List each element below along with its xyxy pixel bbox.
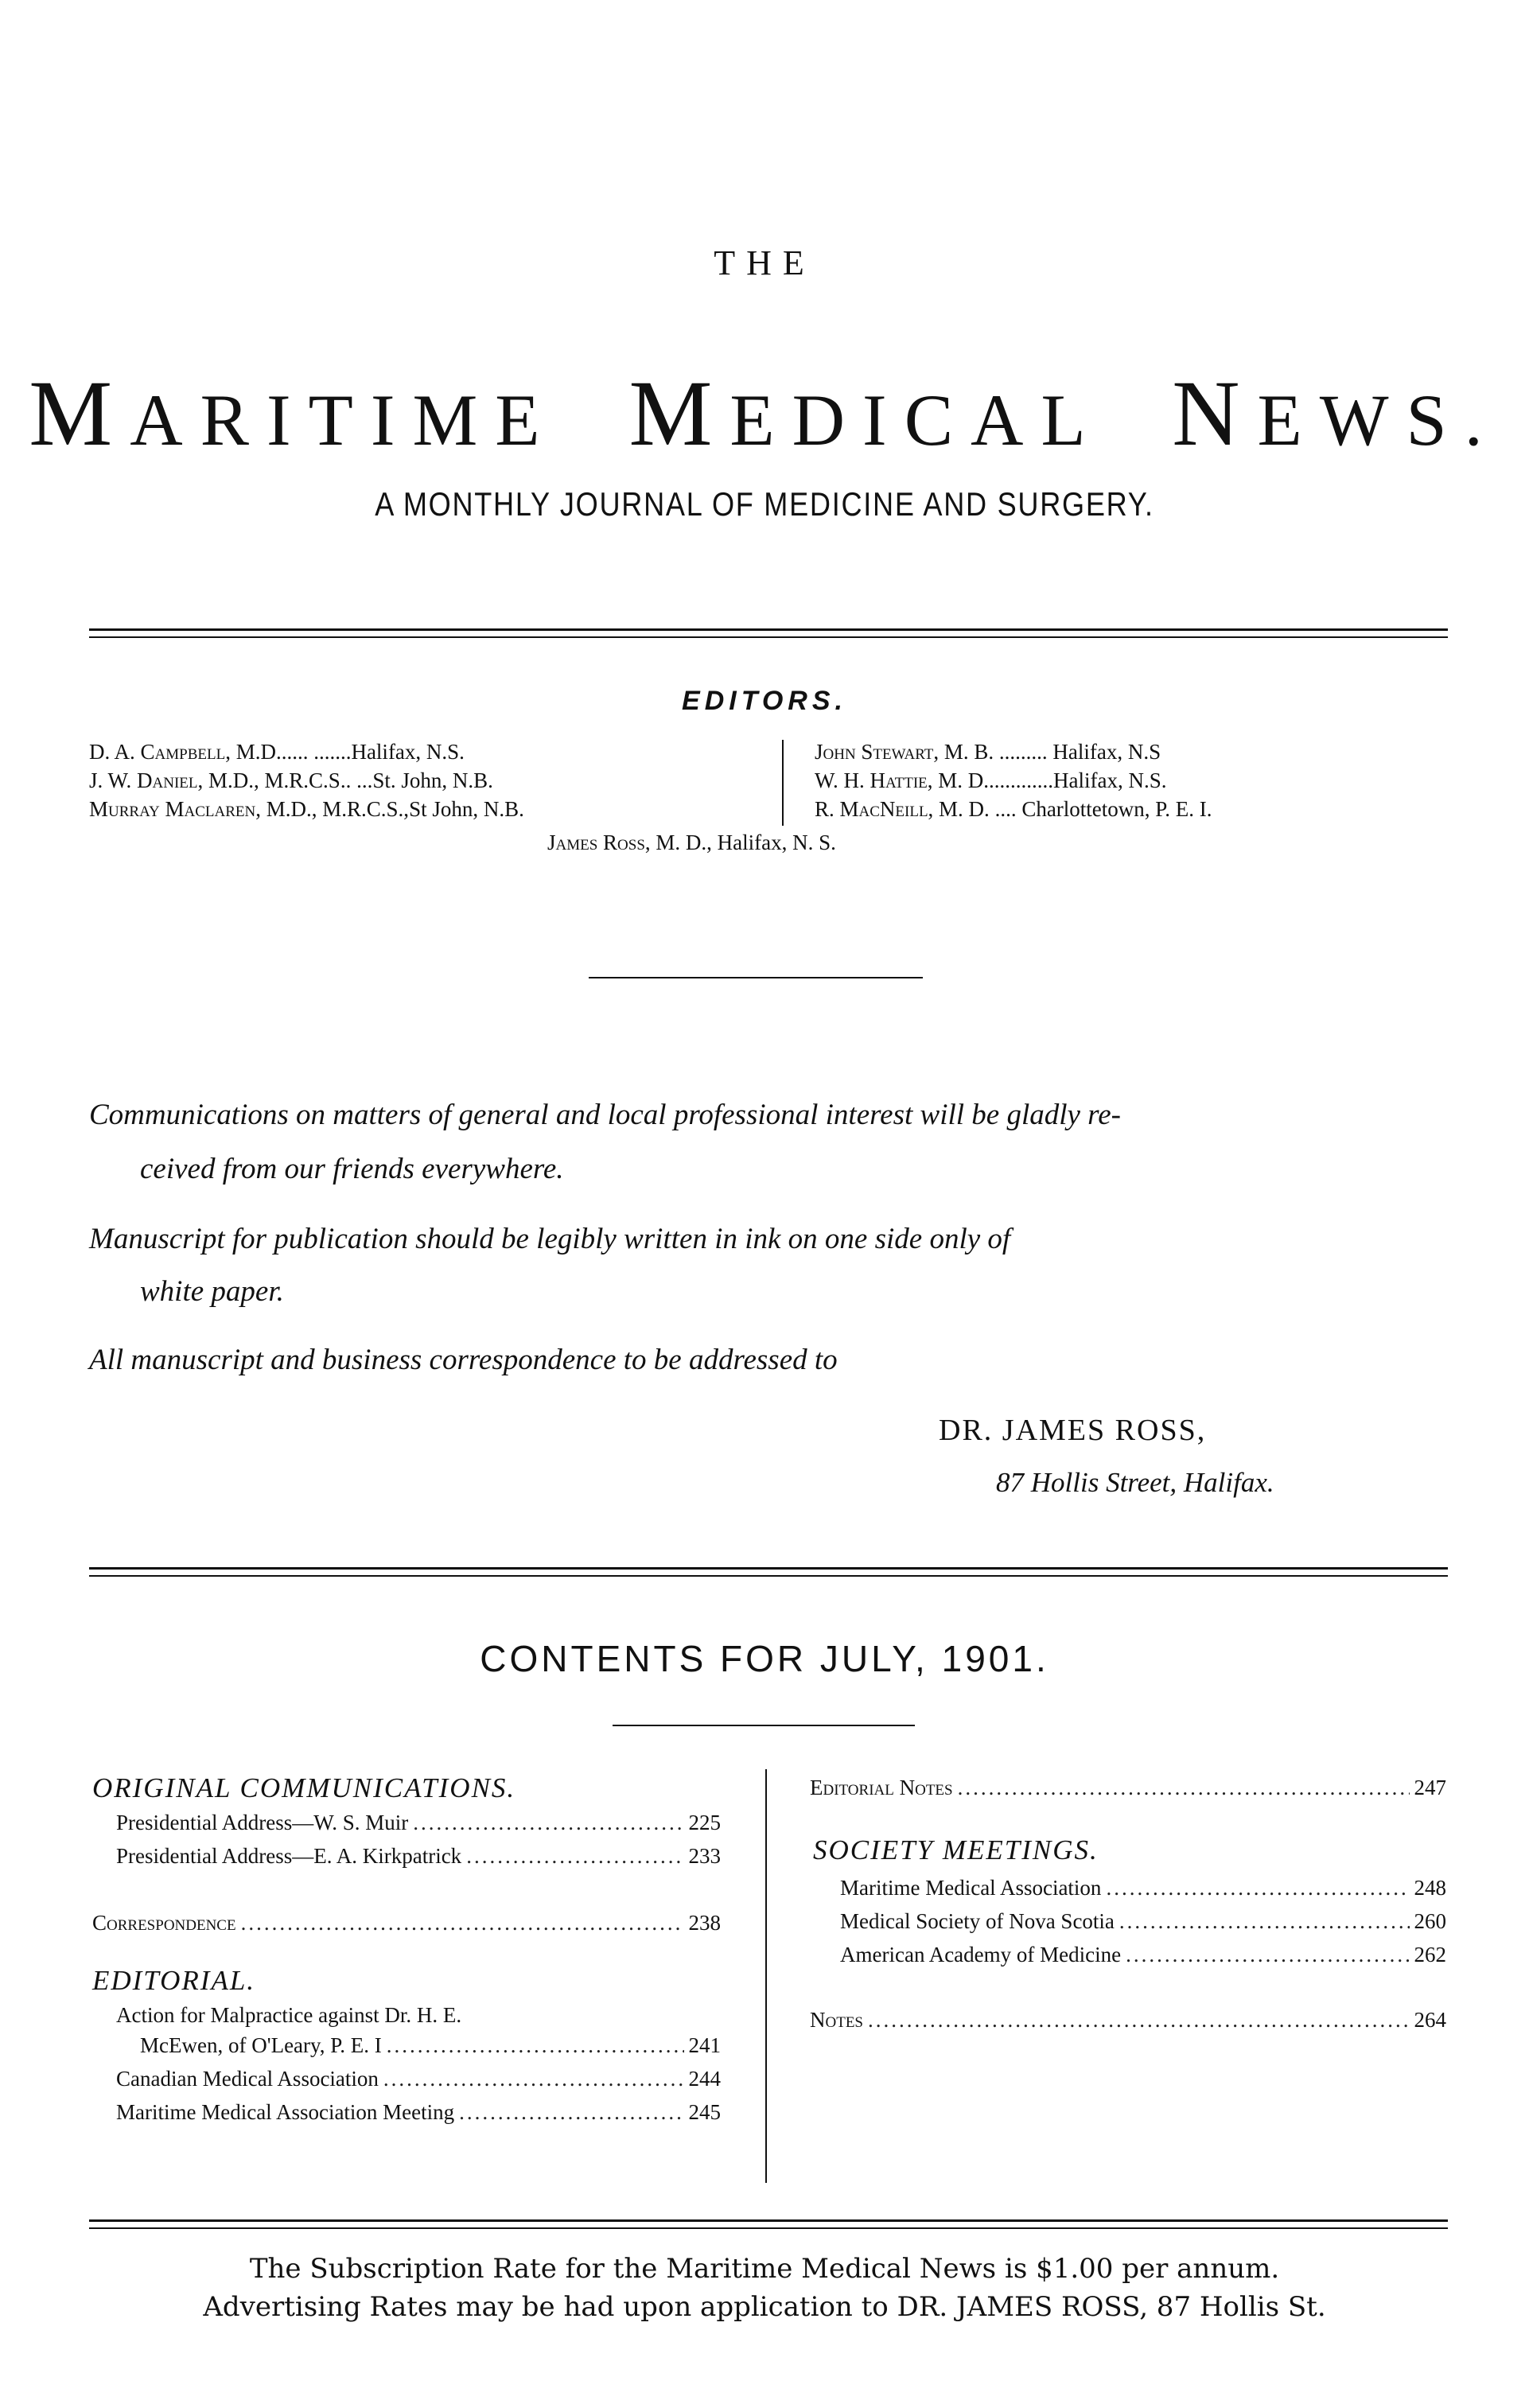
title-cap-1: M bbox=[29, 361, 130, 465]
advertising-rates: Advertising Rates may be had upon application to DR. JAMES ROSS, 87 Hollis St. bbox=[203, 2291, 1326, 2323]
toc-item-canadian-medical[interactable]: Canadian Medical Association ..... 244 bbox=[116, 2067, 721, 2091]
contents-divider bbox=[765, 1769, 767, 2183]
editor-left-1: D. A. Campbell, M.D...... .......Halifax, N.S. bbox=[89, 740, 465, 764]
toc-item-editorial-notes[interactable]: Editorial Notes ..... 247 bbox=[810, 1776, 1446, 1800]
editorial-heading: EDITORIAL. bbox=[92, 1965, 256, 1996]
editor-left-3: Murray Maclaren, M.D., M.R.C.S.,St John, N.B. bbox=[89, 797, 524, 821]
toc-item-nova-scotia[interactable]: Medical Society of Nova Scotia ..... 260 bbox=[840, 1909, 1446, 1934]
title-cap-3: N bbox=[1172, 361, 1258, 465]
double-rule-bottom-a bbox=[89, 2219, 1448, 2222]
toc-item-correspondence[interactable]: Correspondence ..... 238 bbox=[92, 1911, 721, 1935]
notice-communications-line2: ceived from our friends everywhere. bbox=[140, 1153, 564, 1185]
editors-divider bbox=[782, 740, 784, 826]
notice-manuscript-line1: Manuscript for publication should be legibly written in ink on one side only of bbox=[89, 1223, 1011, 1255]
title-word-3: EWS. bbox=[1257, 379, 1500, 461]
toc-item-american-academy[interactable]: American Academy of Medicine ..... 262 bbox=[840, 1943, 1446, 1967]
double-rule-top-b bbox=[89, 636, 1448, 638]
toc-item-notes[interactable]: Notes ..... 264 bbox=[810, 2008, 1446, 2033]
address: 87 Hollis Street, Halifax. bbox=[996, 1467, 1274, 1498]
double-rule-top-a bbox=[89, 628, 1448, 631]
editor-right-2: W. H. Hattie, M. D.............Halifax, N.S. bbox=[815, 768, 1167, 792]
toc-item-maritime-meeting[interactable]: Maritime Medical Association Meeting ..... 245 bbox=[116, 2100, 721, 2125]
short-rule-2 bbox=[613, 1725, 915, 1726]
title-cap-2: M bbox=[628, 361, 730, 465]
society-meetings-heading: SOCIETY MEETINGS. bbox=[813, 1834, 1099, 1865]
editors-heading: EDITORS. bbox=[682, 686, 847, 716]
double-rule-mid-a bbox=[89, 1567, 1448, 1570]
editor-left-2: J. W. Daniel, M.D., M.R.C.S.. ...St. John, N.B. bbox=[89, 768, 493, 792]
notice-manuscript-line2: white paper. bbox=[140, 1275, 284, 1308]
short-rule-1 bbox=[589, 977, 923, 978]
editor-right-1: John Stewart, M. B. ......... Halifax, N.S bbox=[815, 740, 1161, 764]
double-rule-mid-b bbox=[89, 1575, 1448, 1577]
contents-heading: CONTENTS FOR JULY, 1901. bbox=[480, 1638, 1049, 1679]
toc-item-maritime-association[interactable]: Maritime Medical Association ..... 248 bbox=[840, 1876, 1446, 1900]
title-word-1: ARITIME bbox=[130, 379, 558, 461]
subscription-rate: The Subscription Rate for the Maritime Medical News is $1.00 per annum. bbox=[249, 2253, 1280, 2285]
notice-communications-line1: Communications on matters of general and local professional interest will be gladly re- bbox=[89, 1099, 1121, 1131]
journal-subtitle: A MONTHLY JOURNAL OF MEDICINE AND SURGERY. bbox=[375, 485, 1154, 523]
toc-item-malpractice-line1[interactable]: Action for Malpractice against Dr. H. E. bbox=[116, 2003, 462, 2027]
the-label: THE bbox=[714, 243, 815, 282]
toc-item-kirkpatrick[interactable]: Presidential Address—E. A. Kirkpatrick ..... 233 bbox=[116, 1844, 721, 1869]
title-word-2: EDICAL bbox=[729, 379, 1101, 461]
double-rule-bottom-b bbox=[89, 2227, 1448, 2229]
original-communications-heading: ORIGINAL COMMUNICATIONS. bbox=[92, 1772, 516, 1803]
journal-title bbox=[0, 360, 1529, 468]
toc-item-muir[interactable]: Presidential Address—W. S. Muir ..... 225 bbox=[116, 1811, 721, 1835]
notice-correspondence: All manuscript and business correspondence to be addressed to bbox=[89, 1344, 838, 1376]
editor-bottom: James Ross, M. D., Halifax, N. S. bbox=[547, 831, 836, 854]
toc-item-malpractice[interactable]: McEwen, of O'Leary, P. E. I ..... 241 bbox=[140, 2033, 721, 2058]
editor-right-3: R. MacNeill, M. D. .... Charlottetown, P. E. I. bbox=[815, 797, 1212, 821]
addressee: DR. JAMES ROSS, bbox=[939, 1414, 1207, 1447]
